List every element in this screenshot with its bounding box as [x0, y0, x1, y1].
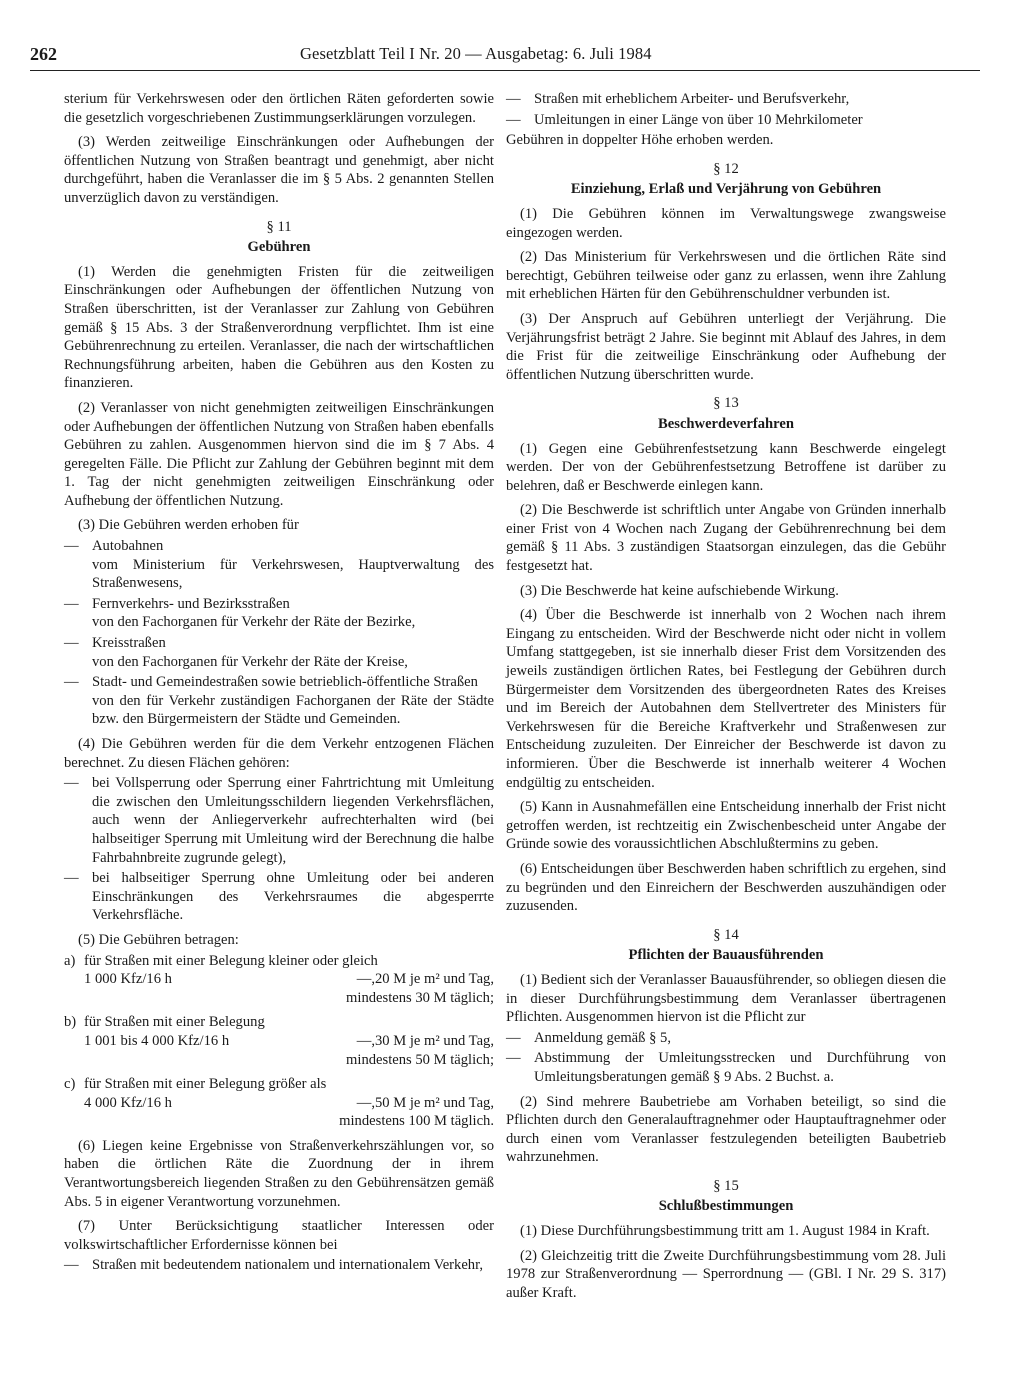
fee-letter: b): [64, 1014, 77, 1031]
dash-marker: —: [506, 91, 521, 107]
list-item: [64, 537, 494, 593]
section-number-14: § 14: [713, 926, 739, 943]
list-item-head: Fernverkehrs- und Bezirksstraßen: [92, 595, 290, 612]
dash-marker: —: [506, 111, 521, 128]
paragraph-13-3: (3) Die Beschwerde hat keine aufschiebende Wirkung.: [520, 582, 839, 599]
fee-letter: a): [64, 952, 76, 969]
section-title-12: Einziehung, Erlaß und Verjährung von Gebühren: [570, 181, 882, 198]
list-item: [506, 1029, 946, 1048]
paragraph-14-2: (2) Sind mehrere Baubetriebe am Vorhaben beteiligt, so sind die Pflichten durch den Generalauftragnehmer oder Hauptauftragnehmer oder durch einen vom Veranlasser festzulegenden beteiligten Baubetrieb wahrzunehmen.: [506, 1093, 946, 1166]
list-item-body: von den für Verkehr zuständigen Fachorganen der Räte der Städte bzw. den Bürgermeistern der Städte und Gemeinden.: [92, 692, 494, 728]
paragraph-10-3: (3) Werden zeitweilige Einschränkungen oder Aufhebungen der öffentlichen Nutzung von Straßen beantragt und genehmigt, aber nicht durchgeführt, haben die Veranlasser die im § 5 Abs. 2 genannten Stellen unverzüglich davon zu verständigen.: [64, 134, 494, 206]
paragraph-11-1: (1) Werden die genehmigten Fristen für die zeitweiligen Einschränkungen oder Aufhebungen der öffentlichen Nutzung von Straßen überschritten, ist der Veranlasser zur Zahlung von Gebühren gemäß § 15 Abs. 3 der Straßenverordnung verpflichtet. Ihm ist eine Gebührenrechnung zu erteilen. Veranlasser, die nach der wirtschaftlichen Rechnungsführung arbeiten, haben die Gebühren aus den Kosten zu finanzieren.: [64, 263, 494, 392]
list-item: [64, 1256, 494, 1275]
list-item-head: Stadt- und Gemeindestraßen sowie betrieblich-öffentliche Straßen: [92, 674, 478, 691]
dash-marker: —: [64, 674, 79, 691]
left-column: [64, 90, 494, 1277]
running-head: Gesetzblatt Teil I Nr. 20 — Ausgabetag: 6. Juli 1984: [300, 44, 652, 63]
paragraph-12-2: (2) Das Ministerium für Verkehrswesen und die örtlichen Räte sind berechtigt, Gebühren teilweise oder ganz zu erlassen, wenn ihre Zahlung mit erheblichen Härten für den Gebührenschuldner verbunden ist.: [506, 249, 946, 303]
fee-text: für Straßen mit einer Belegung größer als: [84, 1076, 327, 1093]
fee-rate-b: [64, 1013, 494, 1069]
list-item: [64, 595, 494, 632]
fee-text: für Straßen mit einer Belegung: [84, 1014, 265, 1031]
fee-minimum: mindestens 100 M täglich.: [339, 1113, 494, 1130]
paragraph-15-2: (2) Gleichzeitig tritt die Zweite Durchführungsbestimmung vom 28. Juli 1978 zur Straßenverordnung — Sperrordnung — (GBl. I Nr. 29 S. 317) außer Kraft.: [506, 1247, 946, 1301]
dash-marker: —: [506, 1050, 521, 1067]
list-item-text: Straßen mit bedeutendem nationalem und internationalem Verkehr,: [92, 1257, 484, 1274]
section-number-12: § 12: [713, 160, 739, 177]
section-number-13: § 13: [713, 395, 739, 412]
dash-marker: —: [64, 595, 79, 612]
section-title-11: Gebühren: [247, 239, 311, 256]
paragraph-13-6: (6) Entscheidungen über Beschwerden haben schriftlich zu ergehen, sind zu begründen und den Einreichern der Beschwerden auszuhändigen oder zuzusenden.: [506, 860, 946, 915]
list-item: [506, 90, 946, 109]
fee-range: 4 000 Kfz/16 h: [84, 1094, 172, 1111]
paragraph-11-3: (3) Die Gebühren werden erhoben für: [78, 517, 299, 534]
dash-marker: —: [506, 1029, 521, 1046]
fee-minimum: mindestens 30 M täglich;: [346, 989, 494, 1006]
paragraph-13-5: (5) Kann in Ausnahmefällen eine Entscheidung innerhalb der Frist nicht getroffen werden, ist rechtzeitig ein Zwischenbescheid unter Angabe der Gründe sowie des voraussichtlichen Abschlußtermins zu geben.: [506, 799, 946, 853]
list-item: [506, 1049, 946, 1086]
paragraph-13-2: (2) Die Beschwerde ist schriftlich unter Angabe von Gründen innerhalb einer Frist von 4 Wochen nach Zugang der Gebührenrechnung bei dem gemäß § 11 Abs. 3 zuständigen Staatsorgan einzulegen, das die Gebühr festgesetzt hat.: [506, 502, 946, 575]
list-item-text: Abstimmung der Umleitungsstrecken und Durchführung von Umleitungsberatungen gemäß § 9 Abs. 2 Buchst. a.: [534, 1050, 946, 1085]
fee-rate-a: [64, 952, 494, 1008]
fee-range: 1 000 Kfz/16 h: [84, 971, 172, 988]
paragraph-11-7-end: Gebühren in doppelter Höhe erhoben werden.: [506, 132, 774, 149]
dash-marker: —: [64, 538, 79, 555]
list-item: [64, 774, 494, 867]
section-title-15: Schlußbestimmungen: [658, 1198, 794, 1215]
list-item: [506, 111, 946, 130]
paragraph-11-2: (2) Veranlasser von nicht genehmigten zeitweiligen Einschränkungen oder Aufhebungen der öffentlichen Nutzung von Straßen haben ebenfalls Gebühren zu zahlen. Ausgenommen hiervon sind die im § 7 Abs. 4 geregelten Fälle. Die Pflicht zur Zahlung der Gebühren beginnt mit dem 1. Tag der nicht genehmigten zeitweiligen Einschränkung oder Aufhebung der öffentlichen Nutzung.: [64, 399, 494, 509]
paragraph-intro: sterium für Verkehrswesen oder den örtlichen Räten geforderten sowie die gesetzlich vorgeschriebenen Zustimmungserklärungen vorzulegen.: [64, 91, 494, 126]
section-title-13: Beschwerdeverfahren: [658, 415, 794, 432]
paragraph-11-5: (5) Die Gebühren betragen:: [78, 931, 239, 948]
page-number: 262: [30, 44, 57, 64]
paragraph-11-7: (7) Unter Berücksichtigung staatlicher Interessen oder volkswirtschaftlicher Erfordernisse können bei: [64, 1218, 494, 1253]
list-item-head: Autobahnen: [92, 538, 164, 555]
dash-marker: —: [64, 775, 79, 792]
paragraph-11-6: (6) Liegen keine Ergebnisse von Straßenverkehrszählungen vor, so haben die örtlichen Räte die Zuordnung der in ihrem Verantwortungsbereich liegenden Straßen zu den Gebührensätzen gemäß Abs. 5 in eigener Verantwortung vorzunehmen.: [64, 1137, 494, 1210]
list-item-text: Anmeldung gemäß § 5,: [534, 1029, 671, 1046]
fee-amount: —,30 M je m² und Tag,: [356, 1032, 494, 1049]
list-item-text: bei halbseitiger Sperrung ohne Umleitung oder bei anderen Einschränkungen des Verkehrsraumes die abgesperrte Verkehrsfläche.: [92, 870, 494, 924]
section-number-15: § 15: [713, 1177, 739, 1194]
page-header: [30, 44, 980, 71]
dash-marker: —: [64, 1257, 79, 1274]
fee-rate-c: [64, 1075, 494, 1131]
list-item-body: vom Ministerium für Verkehrswesen, Hauptverwaltung des Straßenwesens,: [92, 556, 494, 592]
paragraph-11-4: (4) Die Gebühren werden für die dem Verkehr entzogenen Flächen berechnet. Zu diesen Flächen gehören:: [64, 736, 494, 771]
list-item-text: bei Vollsperrung oder Sperrung einer Fahrtrichtung mit Umleitung die zwischen den Umleitungsschildern liegenden Verkehrsflächen, auch wenn der Anliegerverkehr aufrechterhalten wird (bei halbseitiger Sperrung mit Umleitung wird der Berechnung die halbe Fahrbahnbreite zugrunde gelegt),: [92, 775, 494, 866]
dash-marker: —: [64, 635, 79, 652]
list-item-body: von den Fachorganen für Verkehr der Räte der Bezirke,: [92, 614, 416, 631]
list-item: [64, 634, 494, 671]
list-item: [64, 869, 494, 925]
list-item-text: Umleitungen in einer Länge von über 10 Mehrkilometer: [534, 111, 863, 128]
fee-range: 1 001 bis 4 000 Kfz/16 h: [84, 1032, 230, 1049]
fee-amount: —,50 M je m² und Tag,: [356, 1094, 494, 1111]
dash-marker: —: [64, 870, 79, 887]
paragraph-12-3: (3) Der Anspruch auf Gebühren unterliegt der Verjährung. Die Verjährungsfrist beträgt 2 Jahre. Sie beginnt mit Ablauf des Jahres, in dem die Frist für die zeitweilige Einschränkung oder Aufhebung der öffentlichen Nutzung überschritten wurde.: [506, 310, 946, 383]
list-item-body: von den Fachorganen für Verkehr der Räte der Kreise,: [92, 653, 408, 670]
list-item: [64, 673, 494, 729]
fee-letter: c): [64, 1076, 76, 1093]
section-number-11: § 11: [266, 218, 292, 235]
paragraph-15-1: (1) Diese Durchführungsbestimmung tritt am 1. August 1984 in Kraft.: [520, 1223, 930, 1240]
right-column: [506, 90, 946, 1308]
paragraph-13-4: (4) Über die Beschwerde ist innerhalb von 2 Wochen nach ihrem Eingang zu entscheiden. Wird der Beschwerde nicht oder nicht in vollem Umfang stattgegeben, ist sie innerhalb dieser Frist dem Vorsitzenden des jeweils zuständigen örtlichen Rates, bei Festlegung der Gebühren durch Bürgermeister dem Vorsitzenden des übergeordneten Rates des Kreises und im Bereich der Autobahnen dem Stellvertreter des Ministers für Verkehrswesen für die Bereiche Kraftverkehr und Straßenwesen zur Entscheidung zuzuleiten. Der Einreicher der Beschwerde ist davon zu informieren. Über die Beschwerde ist innerhalb weiterer 4 Wochen endgültig zu entscheiden.: [506, 607, 946, 791]
paragraph-12-1: (1) Die Gebühren können im Verwaltungswege zwangsweise eingezogen werden.: [506, 205, 946, 241]
fee-minimum: mindestens 50 M täglich;: [346, 1051, 494, 1068]
list-item-text: Straßen mit erheblichem Arbeiter- und Berufsverkehr,: [534, 91, 850, 107]
fee-text: für Straßen mit einer Belegung kleiner oder gleich: [84, 952, 378, 969]
paragraph-14-1: (1) Bedient sich der Veranlasser Bauausführender, so obliegen diesen die in dieser Durchführungsbestimmung dem Veranlasser übertragenen Pflichten. Ausgenommen hiervon ist die Pflicht zur: [506, 971, 946, 1026]
fee-amount: —,20 M je m² und Tag,: [356, 971, 494, 988]
section-title-14: Pflichten der Bauausführenden: [628, 947, 824, 964]
paragraph-13-1: (1) Gegen eine Gebührenfestsetzung kann Beschwerde eingelegt werden. Der von der Gebührenfestsetzung Betroffene ist darüber zu belehren, daß er Beschwerde einlegen kann.: [506, 440, 946, 494]
list-item-head: Kreisstraßen: [92, 635, 166, 652]
